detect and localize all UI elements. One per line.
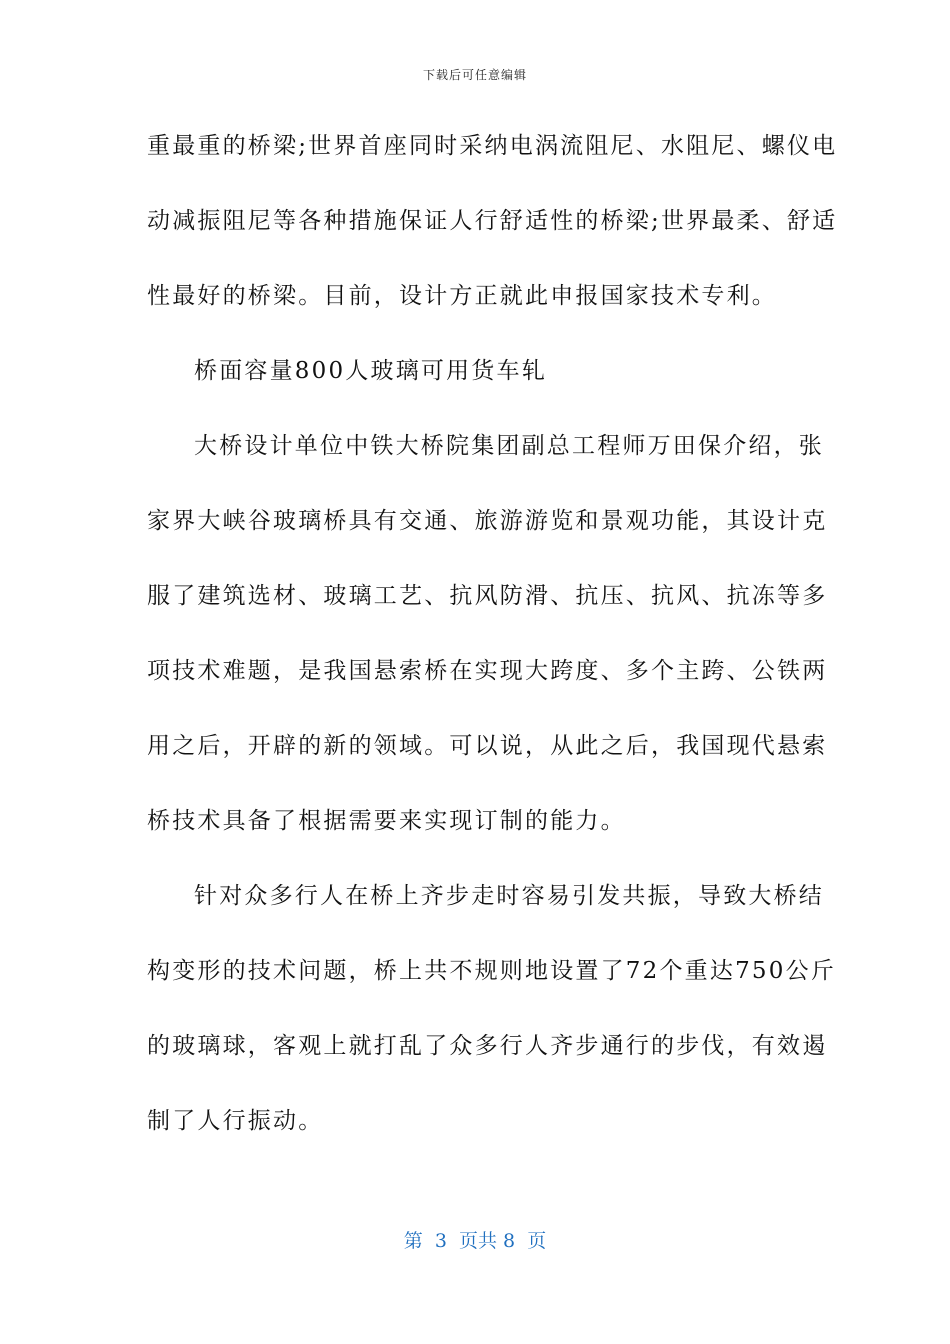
body-line-6: 家界大峡谷玻璃桥具有交通、旅游游览和景观功能，其设计克 <box>147 508 828 534</box>
page-header-note: 下载后可任意编辑 <box>422 68 527 82</box>
body-line-9: 用之后，开辟的新的领域。可以说，从此之后，我国现代悬索 <box>147 733 828 759</box>
body-line-3: 性最好的桥梁。目前，设计方正就此申报国家技术专利。 <box>147 283 777 309</box>
page-number: 第 3 页共 8 页 <box>403 1230 547 1252</box>
body-line-7: 服了建筑选材、玻璃工艺、抗风防滑、抗压、抗风、抗冻等多 <box>147 583 828 609</box>
body-line-8: 项技术难题，是我国悬索桥在实现大跨度、多个主跨、公铁两 <box>147 658 828 684</box>
body-line-1: 重最重的桥梁;世界首座同时采纳电涡流阻尼、水阻尼、螺仪电 <box>147 133 838 159</box>
body-line-12: 构变形的技术问题，桥上共不规则地设置了72个重达750公斤 <box>147 958 836 984</box>
body-line-10: 桥技术具备了根据需要来实现订制的能力。 <box>147 808 626 834</box>
body-line-13: 的玻璃球，客观上就打乱了众多行人齐步通行的步伐，有效遏 <box>147 1033 828 1059</box>
body-line-5: 大桥设计单位中铁大桥院集团副总工程师万田保介绍，张 <box>194 433 824 459</box>
section-heading: 桥面容量800人玻璃可用货车轧 <box>194 358 547 384</box>
body-line-11: 针对众多行人在桥上齐步走时容易引发共振，导致大桥结 <box>194 883 824 909</box>
body-line-14: 制了人行振动。 <box>147 1108 324 1134</box>
body-line-2: 动减振阻尼等各种措施保证人行舒适性的桥梁;世界最柔、舒适 <box>147 208 838 234</box>
